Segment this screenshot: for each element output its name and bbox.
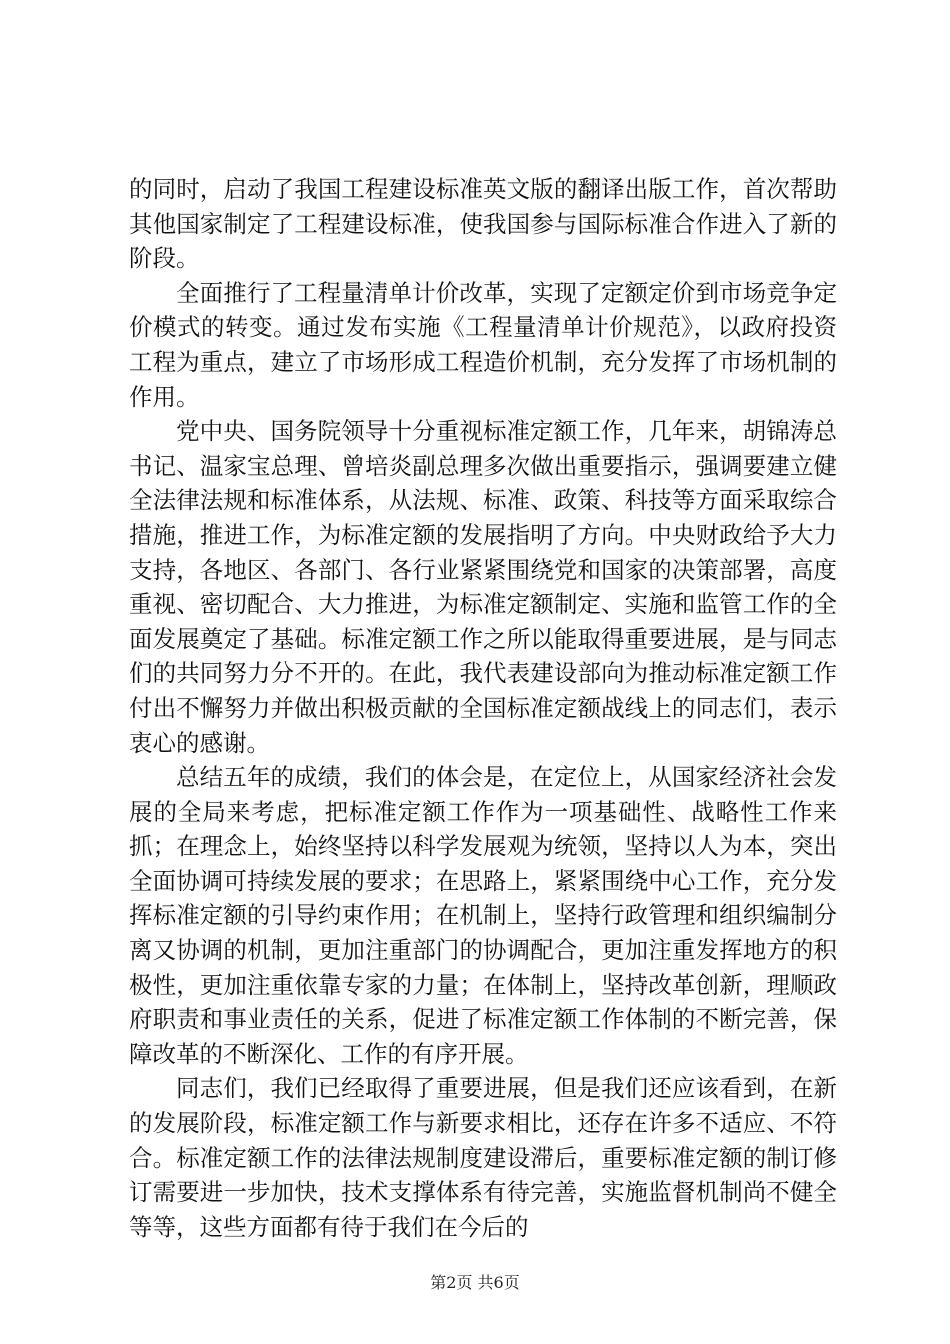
paragraph-leadership-support: 党中央、国务院领导十分重视标准定额工作，几年来，胡锦涛总书记、温家宝总理、曾培炎副总理多次做出重要指示，强调要建立健全法律法规和标准体系，从法规、标准、政策、科技等方面采取综合措施，推进工作，为标准定额的发展指明了方向。中央财政给予大力支持，各地区、各部门、各行业紧紧围绕党和国家的决策部署，高度重视、密切配合、大力推进，为标准定额制定、实施和监管工作的全面发展奠定了基础。标准定额工作之所以能取得重要进展，是与同志们的共同努力分不开的。在此，我代表建设部向为推动标准定额工作付出不懈努力并做出积极贡献的全国标准定额战线上的同志们，表示衷心的感谢。 — [129, 417, 837, 757]
paragraph-continuation: 的同时，启动了我国工程建设标准英文版的翻译出版工作，首次帮助其他国家制定了工程建设标准，使我国参与国际标准合作进入了新的阶段。 — [129, 175, 837, 273]
paragraph-bill-of-quantities: 全面推行了工程量清单计价改革，实现了定额定价到市场竞争定价模式的转变。通过发布实施《工程量清单计价规范》，以政府投资工程为重点，建立了市场形成工程造价机制，充分发挥了市场机制的作用。 — [129, 278, 837, 411]
page-number-footer: 第2页 共6页 — [430, 1273, 520, 1292]
paragraph-shortcomings: 同志们，我们已经取得了重要进展，但是我们还应该看到，在新的发展阶段，标准定额工作与新要求相比，还存在许多不适应、不符合。标准定额工作的法律法规制度建设滞后，重要标准定额的制订修订需要进一步加快，技术支撑体系有待完善，实施监督机制尚不健全等等，这些方面都有待于我们在今后的 — [129, 1074, 837, 1241]
paragraph-five-year-summary: 总结五年的成绩，我们的体会是，在定位上，从国家经济社会发展的全局来考虑，把标准定额工作作为一项基础性、战略性工作来抓；在理念上，始终坚持以科学发展观为统领，坚持以人为本，突出全面协调可持续发展的要求；在思路上，紧紧围绕中心工作，充分发挥标准定额的引导约束作用；在机制上，坚持行政管理和组织编制分离又协调的机制，更加注重部门的协调配合，更加注重发挥地方的积极性，更加注重依靠专家的力量；在体制上，坚持改革创新，理顺政府职责和事业责任的关系，促进了标准定额工作体制的不断完善，保障改革的不断深化、工作的有序开展。 — [129, 763, 837, 1068]
document-body — [129, 172, 837, 1244]
